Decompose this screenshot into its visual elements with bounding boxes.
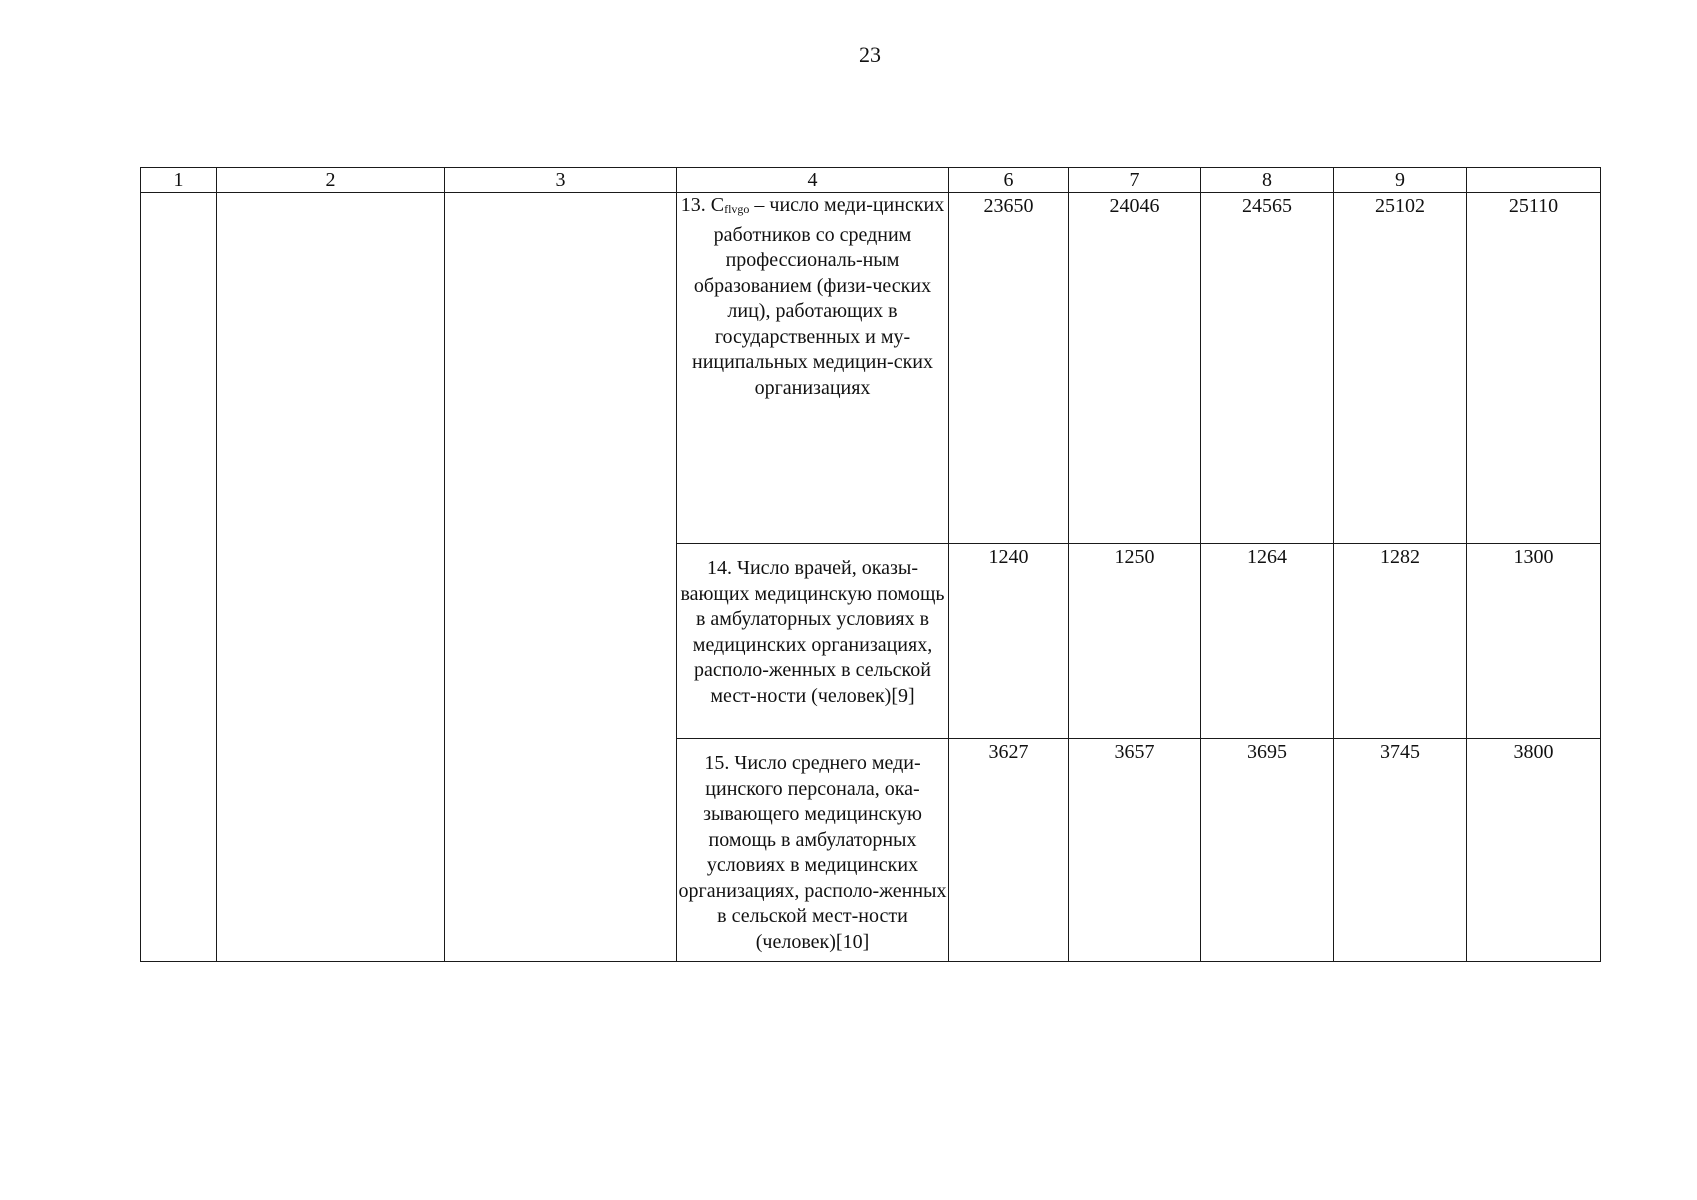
column-1-cell xyxy=(141,193,217,962)
value-cell: 25110 xyxy=(1467,193,1601,544)
value-cell: 1250 xyxy=(1069,544,1201,739)
value-cell: 3745 xyxy=(1334,739,1467,962)
column-3-cell xyxy=(445,193,677,962)
value-cell: 3657 xyxy=(1069,739,1201,962)
value-cell: 3695 xyxy=(1201,739,1334,962)
column-header-8: 8 xyxy=(1201,168,1334,193)
indicator-cell xyxy=(677,544,949,739)
value-cell: 1300 xyxy=(1467,544,1601,739)
page-number: 23 xyxy=(859,42,881,67)
indicator-prefix: 13. C xyxy=(680,194,725,216)
column-header-9: 9 xyxy=(1334,168,1467,193)
indicator-cell xyxy=(677,193,949,544)
column-header-4: 4 xyxy=(677,168,949,193)
value-cell: 1264 xyxy=(1201,544,1334,739)
indicator-subscript: flvgo xyxy=(724,202,750,216)
table-row xyxy=(141,193,1601,544)
value-cell: 25102 xyxy=(1334,193,1467,544)
value-cell: 3800 xyxy=(1467,739,1601,962)
column-header-6: 6 xyxy=(949,168,1069,193)
column-header-1: 1 xyxy=(141,168,217,193)
value-cell: 3627 xyxy=(949,739,1069,962)
value-cell: 24565 xyxy=(1201,193,1334,544)
column-header-7: 7 xyxy=(1069,168,1201,193)
column-header-2: 2 xyxy=(217,168,445,193)
column-header-10 xyxy=(1467,168,1601,193)
value-cell: 23650 xyxy=(949,193,1069,544)
column-header-3: 3 xyxy=(445,168,677,193)
indicator-text: 15. Число среднего меди-цинского персонала, ока-зывающего медицинскую помощь в амбулаторных условиях в медицинских организациях, располо-женных в сельской мест-ности (человек)[10] xyxy=(678,752,947,953)
value-cell: 24046 xyxy=(1069,193,1201,544)
indicator-cell xyxy=(677,739,949,962)
column-2-cell xyxy=(217,193,445,962)
indicator-text: – число меди-цинских работников со средним профессиональ-ным образованием (физи-ческих лиц), работающих в государственных и му-ниципальных медицин-ских организациях xyxy=(691,194,945,399)
value-cell: 1240 xyxy=(949,544,1069,739)
data-table xyxy=(140,167,1601,962)
value-cell: 1282 xyxy=(1334,544,1467,739)
indicator-text: 14. Число врачей, оказы-вающих медицинскую помощь в амбулаторных условиях в медицинских организациях, располо-женных в сельской мест-ности (человек)[9] xyxy=(680,557,945,707)
header-row xyxy=(141,168,1601,193)
